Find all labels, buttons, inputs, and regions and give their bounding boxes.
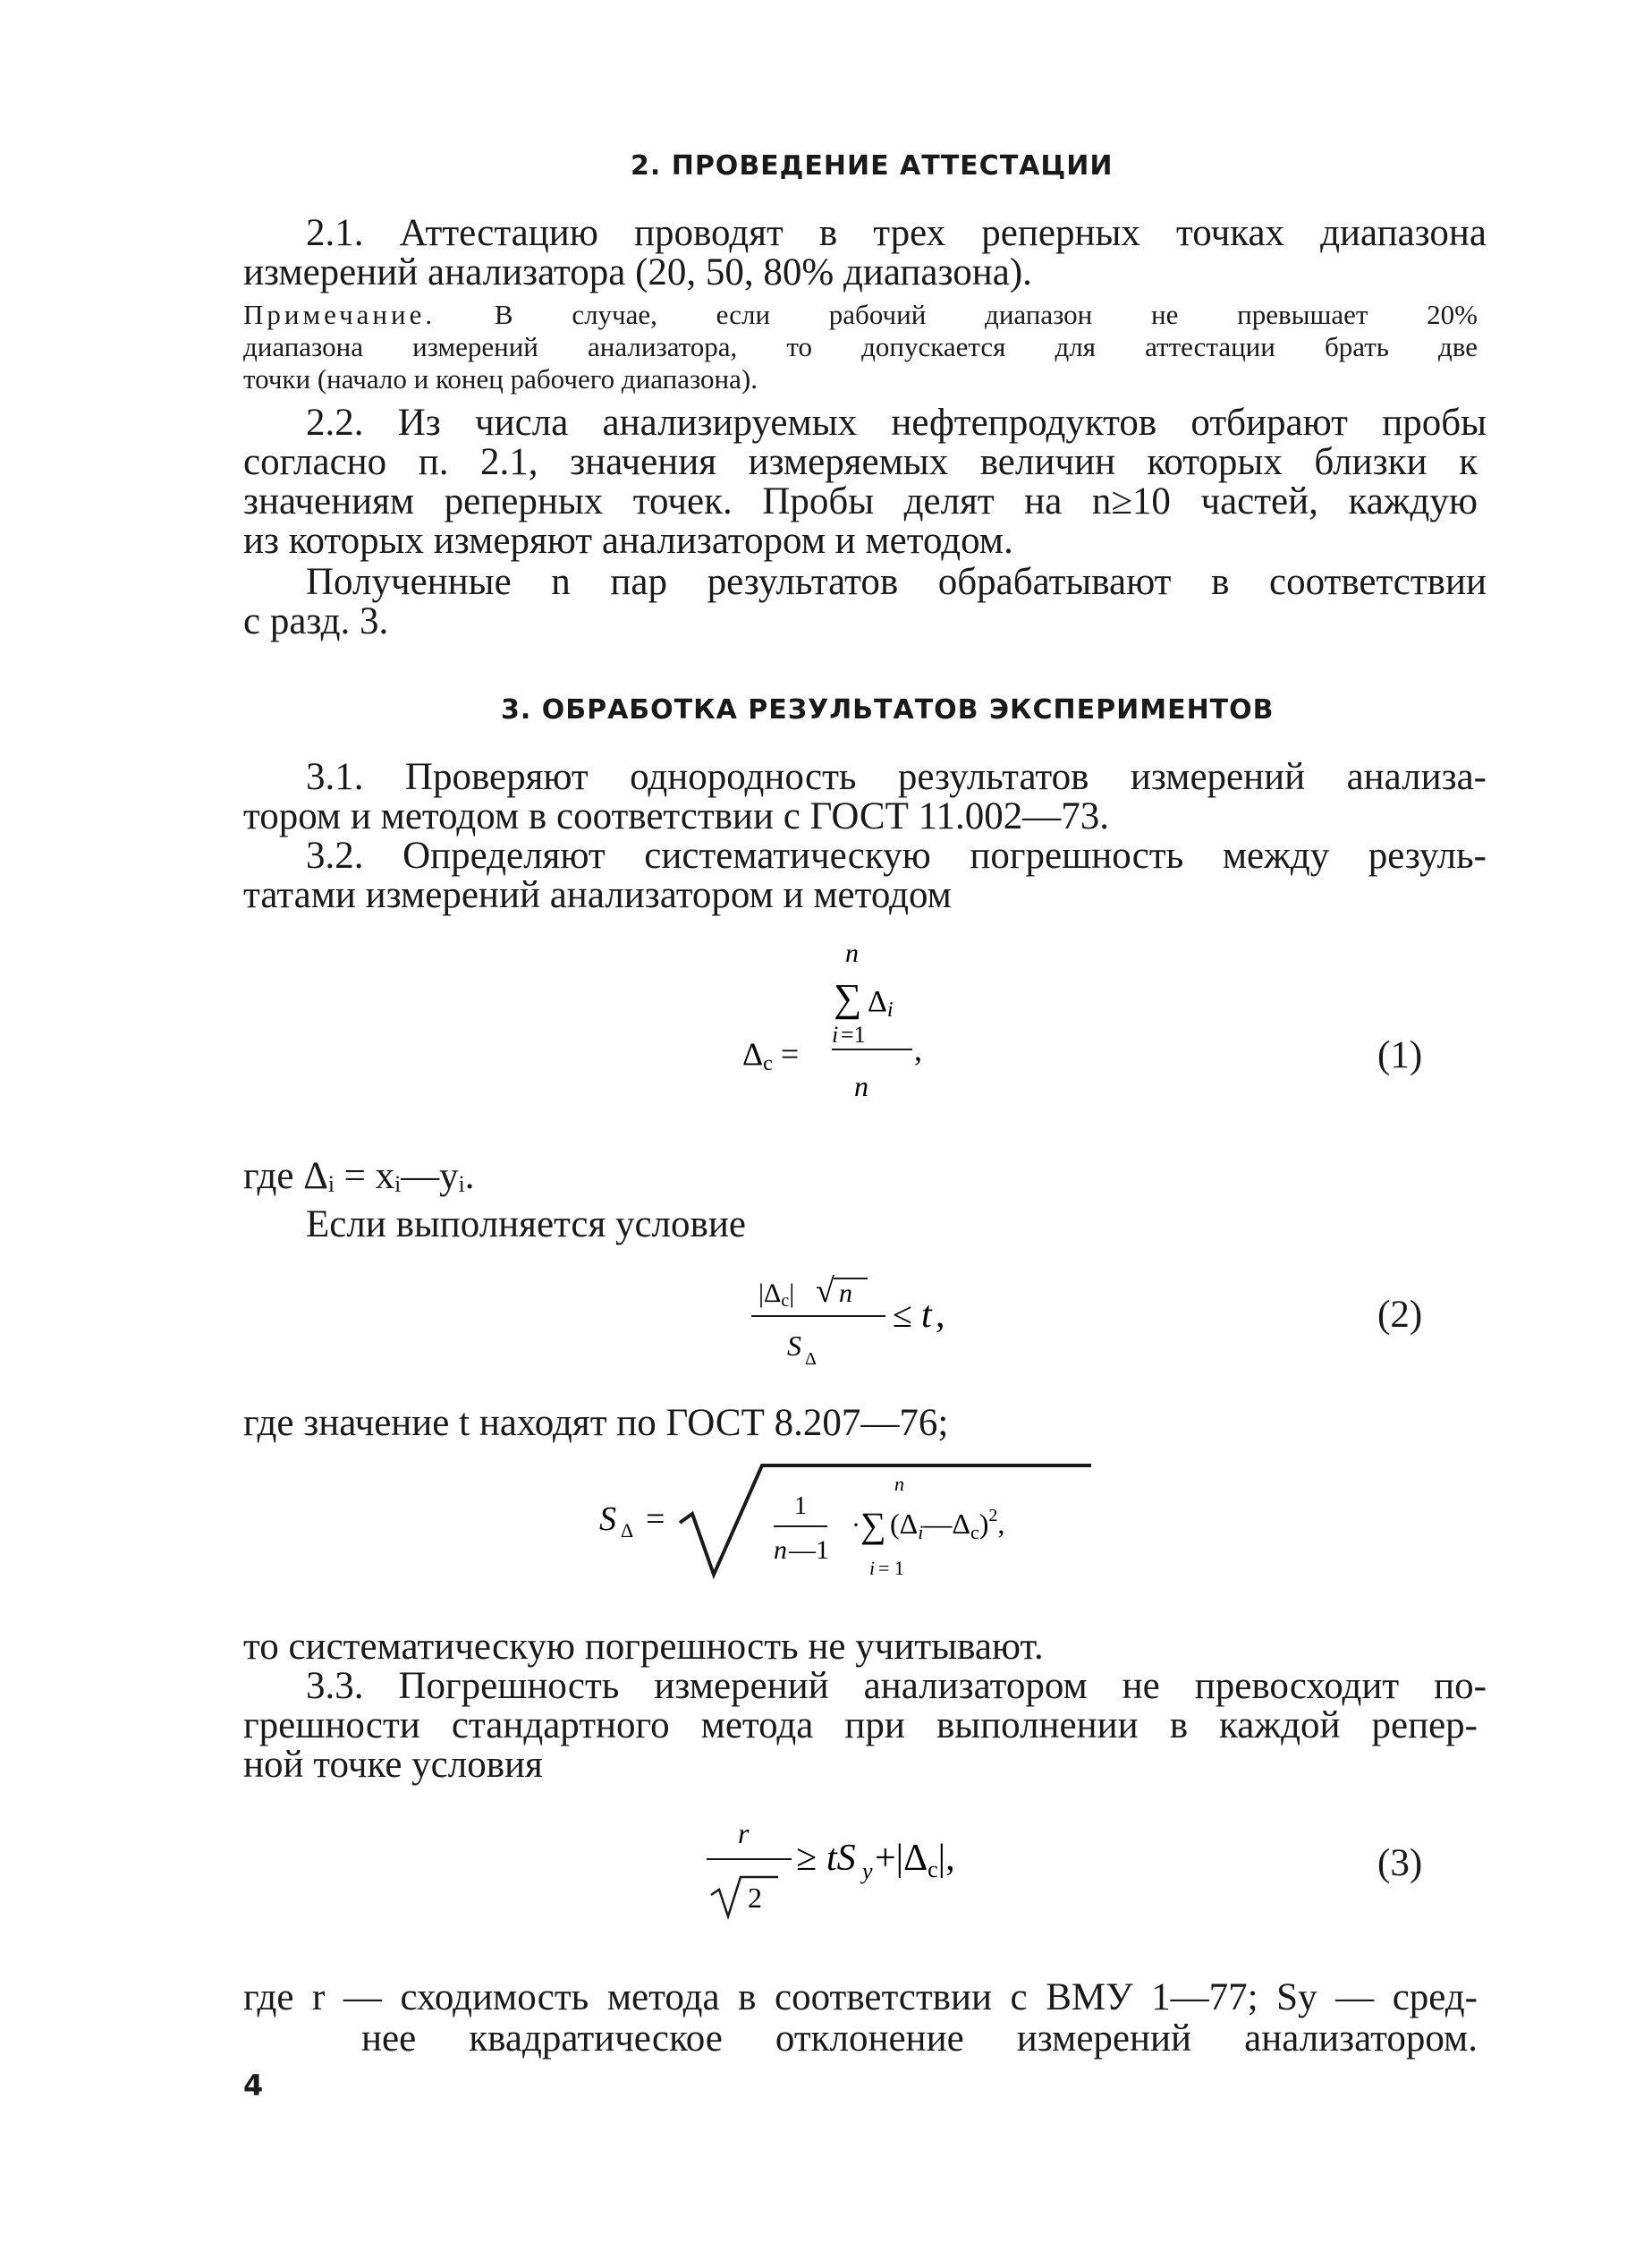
equation-3-number: (3) (1377, 1842, 1423, 1884)
paragraph-3-2-line-1: 3.2. Определяют систематическую погрешность между резуль- (306, 835, 1487, 877)
then-line: то систематическую погрешность не учитывают. (243, 1626, 1044, 1668)
equation-1-number: (1) (1377, 1034, 1423, 1076)
note-label: Примечание. (243, 299, 436, 330)
svg-text:≥: ≥ (796, 1838, 818, 1879)
svg-text:S: S (599, 1500, 616, 1538)
svg-text:,: , (914, 1032, 922, 1067)
paragraph-3-2-line-2: татами измерений анализатором и методом (243, 874, 952, 916)
svg-text:i: i (832, 1022, 839, 1048)
svg-text:= 1: = 1 (878, 1557, 904, 1579)
where-delta-line: где Δᵢ = xᵢ—yᵢ. (243, 1155, 475, 1197)
paragraph-3-3-line-1: 3.3. Погрешность измерений анализатором не превосходит по- (306, 1665, 1487, 1707)
where-r-line-1: где r — сходимость метода в соответствии с ВМУ 1—77; Sy — сред- (243, 1976, 1478, 2018)
svg-text:·: · (851, 1510, 860, 1540)
page-number: 4 (243, 2068, 264, 2102)
svg-text:|Δc|: |Δc| (758, 1278, 795, 1311)
condition-line: Если выполняется условие (306, 1203, 746, 1245)
paragraph-3-1-line-1: 3.1. Проверяют однородность результатов измерений анализа- (306, 756, 1487, 798)
equation-2-number: (2) (1377, 1294, 1423, 1336)
svg-text:n: n (774, 1535, 787, 1565)
section-3-heading: 3. ОБРАБОТКА РЕЗУЛЬТАТОВ ЭКСПЕРИМЕНТОВ (501, 694, 1275, 726)
paragraph-2-1-line-2: измерений анализатора (20, 50, 80% диапазона). (243, 251, 1032, 293)
svg-text:+|Δc|,: +|Δc|, (875, 1838, 955, 1882)
formula-1 (733, 935, 1002, 1114)
paragraph-2-2-line-4: из которых измеряют анализатором и методом. (243, 520, 1013, 562)
svg-text:n: n (854, 1070, 868, 1102)
paragraph-2-2-line-2: согласно п. 2.1, значения измеряемых величин которых близки к (243, 441, 1478, 483)
note-text-1: В случае, если рабочий диапазон не превышает 20% (494, 299, 1478, 330)
paragraph-3-3-line-3: ной точке условия (243, 1744, 543, 1786)
svg-text:S: S (787, 1329, 801, 1362)
paragraph-2-1-line-1: 2.1. Аттестацию проводят в трех реперных точках диапазона (306, 212, 1487, 254)
where-r-line-2: нее квадратическое отклонение измерений анализатором. (361, 2017, 1478, 2060)
formula-3 (698, 1807, 1020, 1924)
svg-text:∑: ∑ (834, 976, 862, 1020)
svg-text:=: = (646, 1500, 665, 1538)
svg-text:Δc =: Δc = (742, 1036, 800, 1075)
svg-text:y: y (862, 1858, 873, 1884)
svg-text:t: t (921, 1295, 932, 1336)
note-line-2: диапазона измерений анализатора, то допускается для аттестации брать две (243, 331, 1478, 362)
svg-text:(Δi—Δc)2,: (Δi—Δc)$^2$, (890, 1506, 1005, 1543)
paragraph-2-2-line-1: 2.2. Из числа анализируемых нефтепродуктов отбирают пробы (306, 402, 1487, 444)
formula-s-delta (590, 1458, 1127, 1593)
paragraph-3-1-line-2: тором и методом в соответствии с ГОСТ 11.002—73. (243, 795, 1110, 837)
svg-text:,: , (936, 1295, 945, 1336)
paragraph-3-3-line-2: грешности стандартного метода при выполнении в каждой репер- (243, 1704, 1478, 1746)
note-line-3: точки (начало и конец рабочего диапазона). (243, 363, 758, 395)
svg-text:—1: —1 (789, 1535, 829, 1565)
svg-text:Δ: Δ (805, 1349, 817, 1369)
svg-text:2: 2 (748, 1881, 762, 1914)
paragraph-2-2-line-3: значениям реперных точек. Пробы делят на n≥10 частей, каждую (243, 480, 1478, 522)
svg-text:=1: =1 (841, 1022, 866, 1048)
formula-2 (742, 1266, 993, 1382)
svg-text:n: n (894, 1473, 904, 1495)
svg-text:1: 1 (794, 1492, 807, 1520)
svg-text:Δ: Δ (621, 1519, 634, 1542)
svg-text:i: i (869, 1557, 876, 1579)
svg-text:≤: ≤ (893, 1295, 912, 1335)
svg-text:tS: tS (826, 1838, 856, 1879)
svg-text:n: n (845, 939, 859, 968)
svg-text:Δi: Δi (868, 985, 894, 1022)
svg-text:√: √ (816, 1272, 834, 1310)
svg-text:∑: ∑ (860, 1505, 886, 1545)
svg-text:r: r (738, 1817, 750, 1849)
where-t-line: где значение t находят по ГОСТ 8.207—76; (243, 1402, 949, 1444)
svg-text:n: n (839, 1278, 852, 1308)
paragraph-2-3-line-2: с разд. 3. (243, 600, 389, 642)
section-2-heading: 2. ПРОВЕДЕНИЕ АТТЕСТАЦИИ (631, 150, 1114, 182)
paragraph-2-3-line-1: Полученные n пар результатов обрабатывают в соответствии (306, 561, 1487, 603)
note-line-1 (243, 299, 1478, 331)
